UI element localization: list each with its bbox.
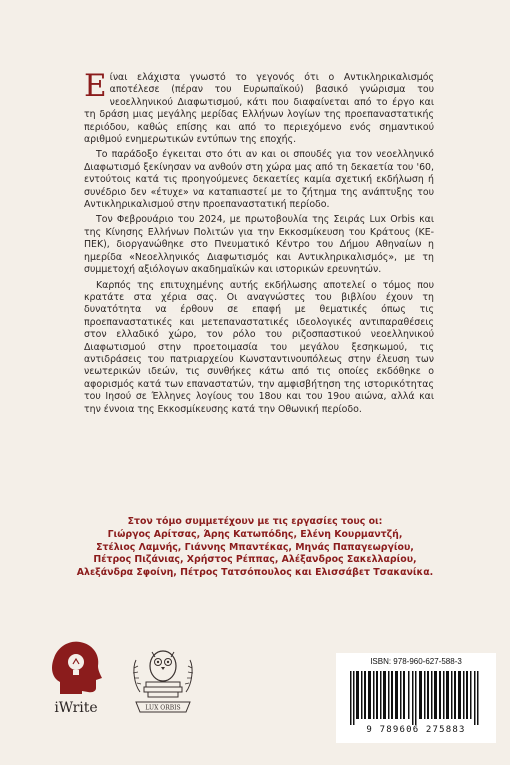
barcode-icon <box>350 671 482 725</box>
contributors-line: Αλεξάνδρα Σφοίνη, Πέτρος Τατσόπουλος και Ελισσάβετ Τσακανίκα. <box>76 566 434 578</box>
paragraph-2: Το παράδοξο έγκειται στο ότι αν και οι σπουδές για τον νεοελληνικό Διαφωτισμό ξεκίνησαν να ανθούν στη χώρα μας από τη δεκαετία του '60, εντούτοις κατά τις προηγούμενες δεκαετίες καμία σχετική εκδήλωση ή συνέδριο δεν «έτυχε» να καταπιαστεί με το ζήτημα της ανάπτυξης του Αντικληρικαλισμού στην προεπαναστατική περίοδο. <box>84 149 434 211</box>
contributors-block <box>58 516 452 579</box>
paragraph-3: Τον Φεβρουάριο του 2024, με πρωτοβουλία της Σειράς Lux Orbis και της Κίνησης Ελλήνων Πολιτών για την Εκκοσμίκευση του Κράτους (ΚΕ-ΠΕΚ), διοργανώθηκε στο Πνευματικό Κέντρο του Δήμου Αθηναίων η ημερίδα «Νεοελληνικός Διαφωτισμός και Αντικληρικαλισμός», με τη συμμετοχή αξιόλογων ακαδημαϊκών και ιστορικών ερευνητών. <box>84 214 434 276</box>
lux-orbis-logo <box>128 640 198 724</box>
barcode-digits: 9 789606 275883 <box>366 725 466 735</box>
paragraph-1 <box>84 68 434 146</box>
isbn-barcode-box <box>336 653 496 743</box>
head-lightbulb-icon <box>48 636 104 698</box>
drop-cap: Ε <box>84 68 107 104</box>
iwrite-label: iWrite <box>54 700 98 716</box>
lux-orbis-label: LUX ORBIS <box>145 704 181 712</box>
contributors-line: Πέτρος Πιζάνιας, Χρήστος Ρέππας, Αλέξανδρος Σακελλαρίου, <box>93 554 417 566</box>
blurb-text <box>84 68 434 419</box>
iwrite-logo <box>48 636 104 726</box>
paragraph-1-text: ίναι ελάχιστα γνωστό το γεγονός ότι ο Αντικληρικαλισμός αποτέλεσε (πέραν του Ευρωπαϊκού) βασικό γνώρισμα του νεοελληνικού Διαφωτισμού, κάτι που διαφαίνεται από το έργο και τη δράση μιας μεγάλης μερίδας Ελλήνων λογίων της προεπαναστατικής περιόδου, καθώς επίσης και από το περιεχόμενο ενός σημαντικού αριθμού ενημερωτικών εντύπων της εποχής. <box>84 72 434 146</box>
isbn-text: ISBN: 978-960-627-588-3 <box>370 657 462 666</box>
contributors-intro: Στον τόμο συμμετέχουν με τις εργασίες τους οι: <box>127 516 383 527</box>
contributors-line: Γιώργος Αρίτσας, Άρης Κατωπόδης, Ελένη Κουρμαντζή, <box>107 529 403 541</box>
paragraph-4: Καρπός της επιτυχημένης αυτής εκδήλωσης αποτελεί ο τόμος που κρατάτε στα χέρια σας. Οι αναγνώστες του βιβλίου έχουν τη δυνατότητα να έρθουν σε επαφή με θεματικές όπως τις προεπαναστατικές και μετεπαναστατικές ιδεολογικές αντιπαραθέσεις στον ελλαδικό χώρο, τον ρόλο του ριζοσπαστικού νεοελληνικού Διαφωτισμού στην προετοιμασία του μεγάλου ξεσηκωμού, τις αντιδράσεις του πατριαρχείου Κωνσταντινουπόλεως στην έλευση των νεωτερικών ιδεών, τις συνθήκες κάτω από τις οποίες εκδόθηκε ο αφορισμός κατά των επαναστατών, την αμφισβήτηση της ιστορικότητας του Ιησού σε Έλληνες λογίους του 18ου και του 19ου αιώνα, αλλά και την έννοια της Εκκοσμίκευσης κατά την Οθωνική περίοδο. <box>84 279 434 415</box>
owl-emblem-icon <box>128 640 198 724</box>
contributors-line: Στέλιος Λαμνής, Γιάννης Μπαντέκας, Μηνάς Παπαγεωργίου, <box>96 541 414 553</box>
